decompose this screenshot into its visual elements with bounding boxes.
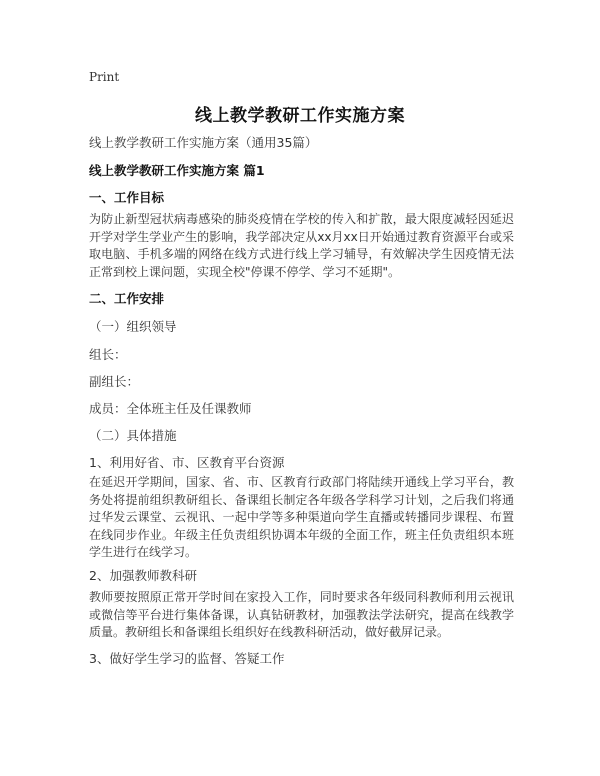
section-heading-goal: 一、工作目标 xyxy=(89,190,165,205)
print-label[interactable]: Print xyxy=(89,70,120,84)
leader-line: 组长： xyxy=(89,347,127,362)
section-heading-arrangement: 二、工作安排 xyxy=(89,291,165,306)
members-line: 成员：全体班主任及任课教师 xyxy=(89,401,252,416)
document-subtitle: 线上教学教研工作实施方案（通用35篇） xyxy=(89,135,318,150)
item3-heading: 3、做好学生学习的监督、答疑工作 xyxy=(89,651,285,666)
paragraph-goal: 为防止新型冠状病毒感染的肺炎疫情在学校的传入和扩散，最大限度减轻因延迟开学对学生学业产生的影响，我学部决定从xx月xx日开始通过教育资源平台或采取电脑、手机多端的网络在线方式进行线上学习辅导，有效解决学生因疫情无法正常到校上课问题，实现全校"停课不停学、学习不延期"。 xyxy=(89,212,514,279)
subheading-organization: （一）组织领导 xyxy=(89,319,177,334)
subheading-measures: （二）具体措施 xyxy=(89,428,177,443)
document-title: 线上教学教研工作实施方案 xyxy=(195,106,405,126)
item2-heading: 2、加强教师教科研 xyxy=(89,568,197,583)
article-heading: 线上教学教研工作实施方案 篇1 xyxy=(89,163,265,178)
paragraph-item1: 在延迟开学期间，国家、省、市、区教育行政部门将陆续开通线上学习平台，教务处将提前组织教研组长、备课组长制定各年级各学科学习计划，之后我们将通过华发云课堂、云视讯、一起中学等多种渠道向学生直播或转播同步课程、布置在线同步作业。年级主任负责组织协调本年级的全面工作，班主任负责组织本班学生进行在线学习。 xyxy=(89,475,514,559)
item1-heading: 1、利用好省、市、区教育平台资源 xyxy=(89,455,285,470)
paragraph-item2: 教师要按照原正常开学时间在家投入工作，同时要求各年级同科教师利用云视讯或微信等平台进行集体备课，认真钻研教材，加强教法学法研究，提高在线教学质量。教研组长和备课组长组织好在线教科研活动，做好截屏记录。 xyxy=(89,590,514,639)
deputy-leader-line: 副组长： xyxy=(89,374,140,389)
